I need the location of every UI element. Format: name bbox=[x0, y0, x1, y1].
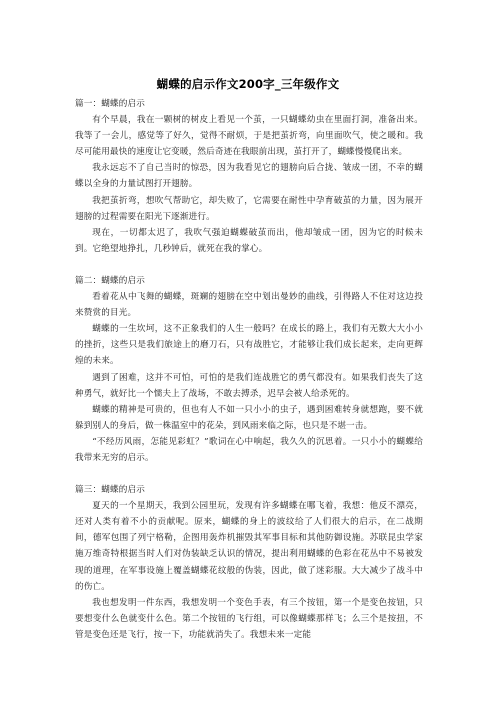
section-2-heading: 篇二：蝴蝶的启示 bbox=[75, 275, 145, 286]
article-body bbox=[75, 96, 423, 643]
section-2-paragraph: 蝴蝶的精神是可贵的，但也有人不如一只小小的虫子，遇到困难转身就想跑，要不就躲到别人的身后，做一株温室中的花朵，到风雨来临之际，也只是不堪一击。 bbox=[75, 404, 423, 431]
section-1-paragraph: 有个早晨，我在一颗树的树皮上看见一个茧，一只蝴蝶幼虫在里面打洞，准备出来。我等了一会儿，感觉等了好久，觉得不耐烦，于是把茧折弯，向里面吹气，使之暖和。我尽可能用最快的速度让它变暖，然后奇迹在我眼前出现，茧打开了，蝴蝶慢慢爬出来。 bbox=[75, 115, 423, 158]
section-3-paragraph: 夏天的一个星期天，我到公园里玩，发现有许多蝴蝶在哪飞着，我想：他反不漂亮，还对人类有着不小的贡献呢。原来，蝴蝶的身上的波纹给了人们很大的启示，在二战期间，德军包围了列宁格勒，企图用轰炸机摧毁其军事目标和其他防御设施。苏联昆虫学家施万维奇特根据当时人们对伪装缺乏认识的情况，提出利用蝴蝶的色彩在花丛中不易被发现的道理，在军事设施上覆盖蝴蝶花纹般的伪装，因此，做了迷彩服。大大减少了战斗中的伤亡。 bbox=[75, 501, 423, 592]
section-1-paragraph: 我把茧折弯，想吹气帮助它，却失败了，它需要在耐性中孕育破茧的力量，因为展开翅膀的过程需要在阳光下逐渐进行。 bbox=[75, 195, 423, 222]
section-3-paragraph: 我也想发明一件东西，我想发明一个变色手表，有三个按钮，第一个是变色按钮，只要想变什么色就变什么色。第二个按钮的飞行组，可以像蝴蝶那样飞；么三个是按扭，不管是变色还是飞行，按一下，功能就消失了。我想未来一定能 bbox=[75, 597, 423, 640]
document-title: 蝴蝶的启示作文200字_三年级作文 bbox=[156, 77, 340, 91]
section-1-paragraph: 现在，一切都太迟了，我吹气强迫蝴蝶破茧而出，他却皱成一团，因为它的时候未到。它绝望地挣扎，几秒钟后，就死在我的掌心。 bbox=[75, 227, 423, 254]
section-2-paragraph: 蝴蝶的一生坎坷，这不正象我们的人生一般吗？在成长的路上，我们有无数大大小小的挫折，这些只是我们旅途上的磨刀石，只有战胜它，才能够让我们成长起来，走向更辉煌的未来。 bbox=[75, 324, 423, 367]
section-1-paragraph: 我永远忘不了自己当时的惊恐，因为我看见它的翅膀向后合拢、皱成一团，不幸的蝴蝶以全身的力量试图打开翅膀。 bbox=[75, 163, 423, 190]
section-3-heading: 篇三：蝴蝶的启示 bbox=[75, 485, 145, 496]
section-1-heading: 篇一：蝴蝶的启示 bbox=[75, 99, 145, 109]
section-2-paragraph: 看着花从中飞舞的蝴蝶，斑斓的翅膀在空中划出曼妙的曲线，引得路人不住对这边投来赞赏的目光。 bbox=[75, 292, 423, 319]
section-2-paragraph: 遇到了困难，这并不可怕，可怕的是我们连战胜它的勇气都没有。如果我们丧失了这种勇气，就好比一个懦夫上了战场，不敢去搏杀，迟早会被人给杀死的。 bbox=[75, 372, 423, 399]
section-2-paragraph: “不经历风雨，怎能见彩虹？”歌词在心中响起，我久久的沉思着。一只小小的蝴蝶给我带来无穷的启示。 bbox=[75, 436, 423, 463]
